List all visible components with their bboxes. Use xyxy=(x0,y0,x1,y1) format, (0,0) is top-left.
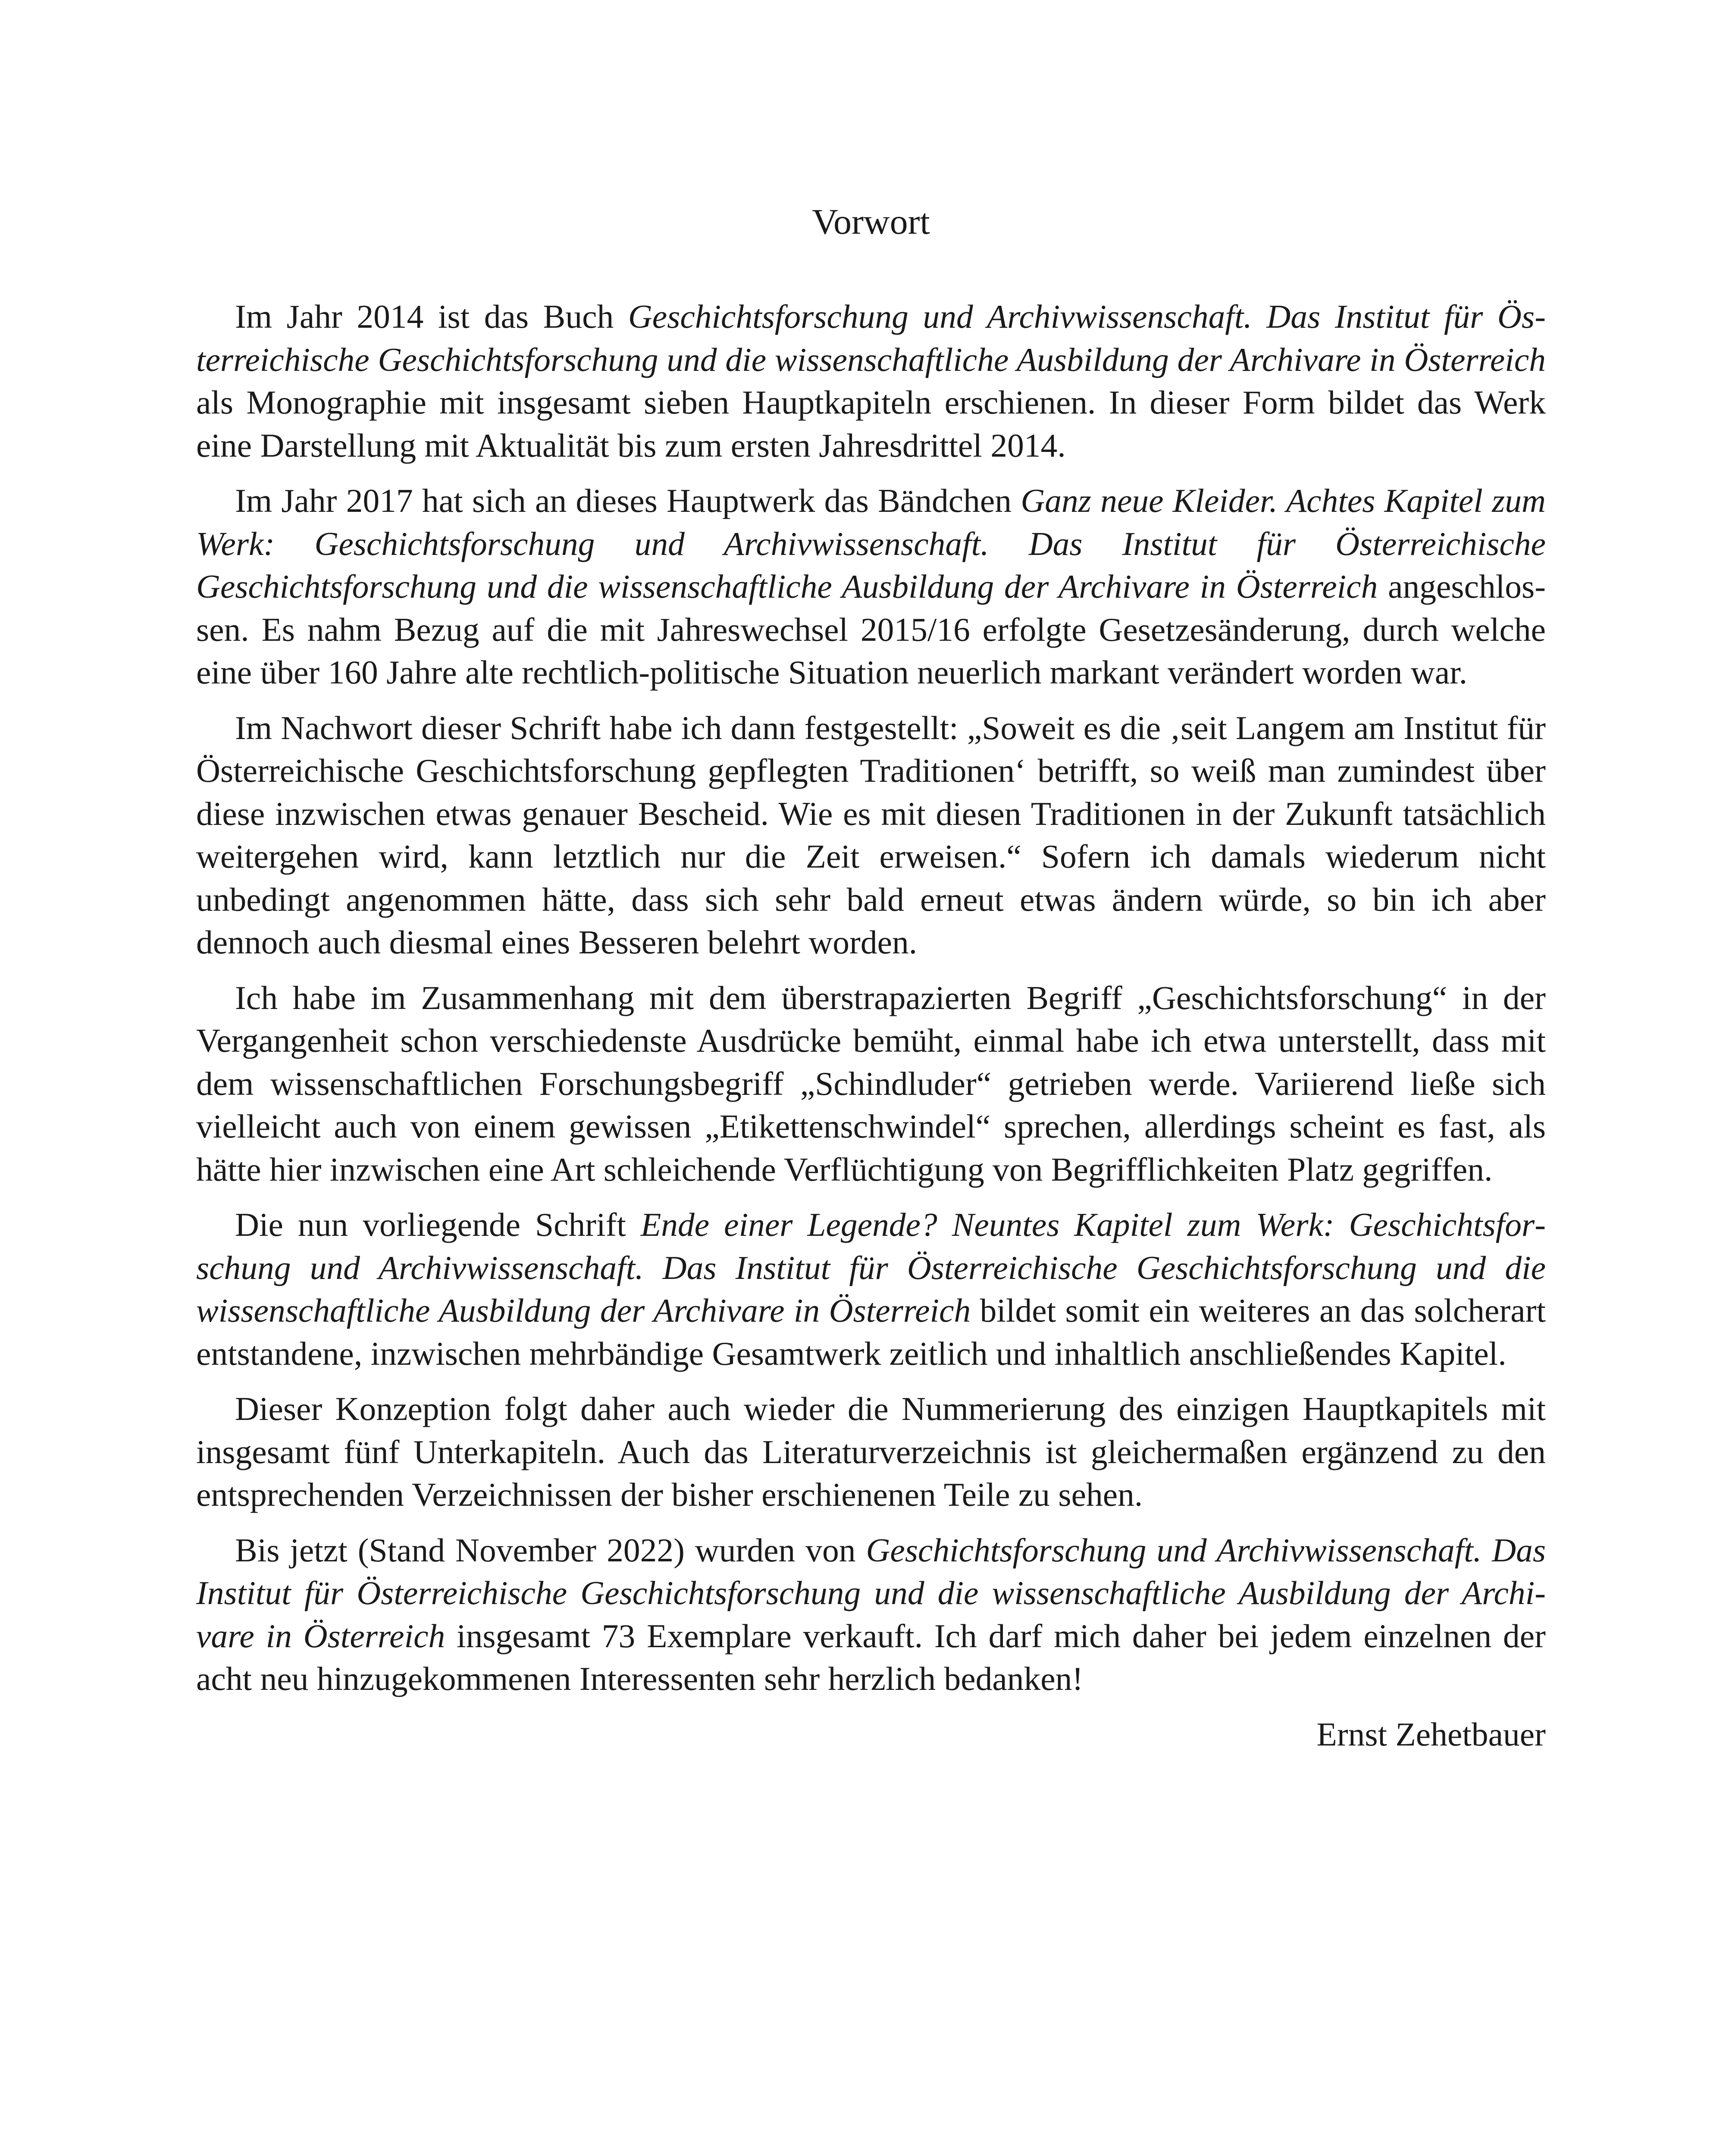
paragraph xyxy=(196,707,1546,964)
paragraph-text: insgesamt 73 Exemplare verkauft. Ich darf mich daher bei jedem einzelnen der acht neu hinzugekommenen Interessenten sehr herzlich bedanken! xyxy=(196,1617,1546,1697)
page-heading: Vorwort xyxy=(812,202,930,242)
paragraph-text: Im Nachwort dieser Schrift habe ich dann festgestellt: „Soweit es die ‚seit Langem am Institut für Österreichische Geschichtsforschung gepflegten Traditionen‘ betrifft, so weiß man zumindest über diese inzwischen etwas genauer Bescheid. Wie es mit diesen Traditionen in der Zukunft tatsächlich weitergehen wird, kann letztlich nur die Zeit erweisen.“ Sofern ich damals wiederum nicht unbedingt angenommen hätte, dass sich sehr bald erneut etwas ändern würde, so bin ich aber dennoch auch diesmal eines Besseren belehrt worden. xyxy=(196,709,1546,961)
paragraph-text: Im Jahr 2014 ist das Buch xyxy=(235,298,628,335)
paragraph-text: angeschlossen. Es nahm Bezug auf die mit Jahreswechsel 2015/16 erfolgte Gesetzesänderung, durch welche eine über 160 Jahre alte rechtlich-politische Situation neuerlich markant verändert worden war. xyxy=(196,568,1546,691)
paragraph xyxy=(196,295,1546,467)
paragraph xyxy=(196,479,1546,694)
author-signature: Ernst Zehetbauer xyxy=(1316,1715,1546,1753)
body-text xyxy=(196,295,1546,1756)
paragraph-text: Die nun vorliegende Schrift xyxy=(235,1206,641,1243)
paragraph-text: Bis jetzt (Stand November 2022) wurden von xyxy=(235,1531,866,1569)
italic-title-text: Ende einer Legende? Neuntes Kapitel zum Werk: Geschichtsforschung und Archivwissenschaft. Das Institut für Österreichische Geschichtsforschung und die wissenschaftliche Ausbildung der Archivare in Österreich xyxy=(196,1206,1546,1329)
paragraph-text: Ich habe im Zusammenhang mit dem überstrapazierten Begriff „Geschichtsforschung“ in der Vergangenheit schon verschiedenste Ausdrücke bemüht, einmal habe ich etwa unterstellt, dass mit dem wissenschaftlichen Forschungsbegriff „Schindluder“ getrieben werde. Variierend ließe sich vielleicht auch von einem gewissen „Etikettenschwindel“ sprechen, allerdings scheint es fast, als hätte hier inzwischen eine Art schleichende Verflüchtigung von Begrifflichkeiten Platz gegriffen. xyxy=(196,979,1546,1188)
paragraph xyxy=(196,1529,1546,1701)
paragraph-text: bildet somit ein weiteres an das solcherart entstandene, inzwischen mehrbändige Gesamtwerk zeitlich und inhaltlich anschließendes Kapitel. xyxy=(196,1292,1546,1372)
italic-title-text: Geschichtsforschung und Archivwissenschaft. Das Institut für Österreichische Geschichtsforschung und die wissenschaftliche Ausbildung der Archivare in Österreich xyxy=(196,1531,1546,1655)
paragraph xyxy=(196,1203,1546,1375)
paragraph-text: als Monographie mit insgesamt sieben Hauptkapiteln erschienen. In dieser Form bildet das Werk eine Darstellung mit Aktualität bis zum ersten Jahresdrittel 2014. xyxy=(196,384,1546,464)
paragraph-text: Im Jahr 2017 hat sich an dieses Hauptwerk das Bändchen xyxy=(235,482,1021,519)
italic-title-text: Ganz neue Kleider. Achtes Kapitel zum Werk: Geschichtsforschung und Archivwissenschaft. Das Institut für Österreichische Geschichtsforschung und die wissenschaftliche Ausbildung der Archivare in Österreich xyxy=(196,482,1546,605)
paragraph xyxy=(196,977,1546,1191)
italic-title-text: Geschichtsforschung und Archivwissenschaft. Das Institut für Österreichische Geschichtsforschung und die wissenschaftliche Ausbildung der Archivare in Österreich xyxy=(196,298,1546,378)
paragraph xyxy=(196,1388,1546,1517)
paragraph-text: Dieser Konzeption folgt daher auch wieder die Nummerierung des einzigen Hauptkapitels mit insgesamt fünf Unterkapiteln. Auch das Literaturverzeichnis ist gleichermaßen ergänzend zu den entsprechenden Verzeichnissen der bisher erschienenen Teile zu sehen. xyxy=(196,1390,1546,1513)
